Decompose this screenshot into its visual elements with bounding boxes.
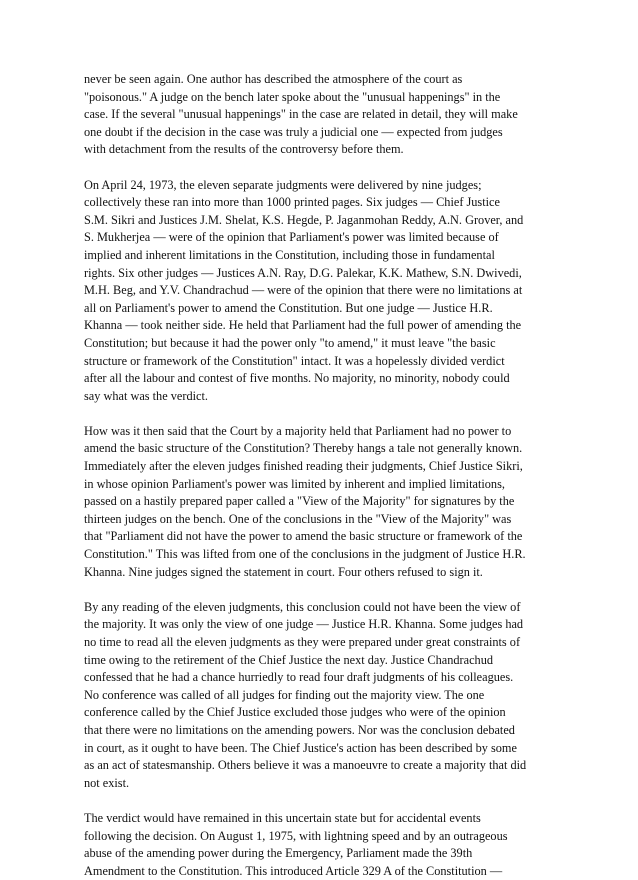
text-line: No conference was called of all judges for finding out the majority view. The one xyxy=(84,687,485,702)
text-line: not exist. xyxy=(84,775,130,790)
text-line: as an act of statesmanship. Others believe it was a manoeuvre to create a majority that did xyxy=(84,758,527,773)
text-line: that "Parliament did not have the power to amend the basic structure or framework of the xyxy=(84,529,523,544)
text-line: in whose opinion Parliament's power was limited by inherent and implied limitations, xyxy=(84,476,505,491)
text-line: On April 24, 1973, the eleven separate judgments were delivered by nine judges; xyxy=(84,177,482,192)
text-line: that there were no limitations on the amending powers. Nor was the conclusion debated xyxy=(84,722,515,737)
text-line: Amendment to the Constitution. This introduced Article 329 A of the Constitution — xyxy=(84,863,503,878)
text-line: case. If the several "unusual happenings" in the case are related in detail, they will make xyxy=(84,107,518,122)
text-line: confessed that he had a chance hurriedly to read four draft judgments of his colleagues. xyxy=(84,670,514,685)
text-line: S.M. Sikri and Justices J.M. Shelat, K.S. Hegde, P. Jaganmohan Reddy, A.N. Grover, and xyxy=(84,212,524,227)
text-line: structure or framework of the Constitution" intact. It was a hopelessly divided verdict xyxy=(84,353,505,368)
text-line: one doubt if the decision in the case was truly a judicial one — expected from judges xyxy=(84,124,503,139)
text-line: conference called by the Chief Justice excluded those judges who were of the opinion xyxy=(84,705,506,720)
text-line: passed on a hastily prepared paper called a "View of the Majority" for signatures by the xyxy=(84,494,515,509)
paragraph-3 xyxy=(84,423,556,581)
text-line: in court, as it ought to have been. The Chief Justice's action has been described by some xyxy=(84,740,517,755)
text-line: following the decision. On August 1, 1975, with lightning speed and by an outrageous xyxy=(84,828,508,843)
paragraph-5 xyxy=(84,810,556,880)
text-line: rights. Six other judges — Justices A.N. Ray, D.G. Palekar, K.K. Mathew, S.N. Dwivedi, xyxy=(84,265,522,280)
text-line: thirteen judges on the bench. One of the conclusions in the "View of the Majority" was xyxy=(84,511,512,526)
text-line: all on Parliament's power to amend the Constitution. But one judge — Justice H.R. xyxy=(84,300,493,315)
text-line: "poisonous." A judge on the bench later spoke about the "unusual happenings" in the xyxy=(84,89,501,104)
text-line: S. Mukherjea — were of the opinion that Parliament's power was limited because of xyxy=(84,230,499,245)
paragraph-1 xyxy=(84,71,556,159)
text-line: no time to read all the eleven judgments as they were prepared under great constraints of xyxy=(84,635,521,649)
text-line: the majority. It was only the view of one judge — Justice H.R. Khanna. Some judges had xyxy=(84,617,524,632)
text-line: abuse of the amending power during the Emergency, Parliament made the 39th xyxy=(84,846,473,861)
text-line: M.H. Beg, and Y.V. Chandrachud — were of the opinion that there were no limitations at xyxy=(84,283,523,298)
paragraph-2 xyxy=(84,177,556,406)
text-line: say what was the verdict. xyxy=(84,388,208,403)
text-line: implied and inherent limitations in the Constitution, including those in fundamental xyxy=(84,247,495,262)
text-line: Constitution." This was lifted from one of the conclusions in the judgment of Justice H.R. xyxy=(84,547,526,562)
text-line: How was it then said that the Court by a majority held that Parliament had no power to xyxy=(84,423,512,438)
paragraph-4 xyxy=(84,599,556,793)
text-line: Khanna. Nine judges signed the statement in court. Four others refused to sign it. xyxy=(84,564,483,579)
text-line: Constitution; but because it had the power only "to amend," it must leave "the basic xyxy=(84,335,496,350)
text-line: collectively these ran into more than 1000 printed pages. Six judges — Chief Justice xyxy=(84,195,500,210)
text-line: Immediately after the eleven judges finished reading their judgments, Chief Justice Sikri, xyxy=(84,459,523,474)
text-line: By any reading of the eleven judgments, this conclusion could not have been the view of xyxy=(84,599,521,614)
text-line: The verdict would have remained in this uncertain state but for accidental events xyxy=(84,810,481,825)
text-line: Khanna — took neither side. He held that Parliament had the full power of amending the xyxy=(84,318,522,333)
text-line: time owing to the retirement of the Chief Justice the next day. Justice Chandrachud xyxy=(84,652,493,667)
text-line: amend the basic structure of the Constitution? Thereby hangs a tale not generally known. xyxy=(84,441,523,456)
text-line: after all the labour and contest of five months. No majority, no minority, nobody could xyxy=(84,371,510,386)
document-body xyxy=(84,71,556,880)
text-line: never be seen again. One author has described the atmosphere of the court as xyxy=(84,72,463,86)
text-line: with detachment from the results of the controversy before them. xyxy=(84,142,404,157)
